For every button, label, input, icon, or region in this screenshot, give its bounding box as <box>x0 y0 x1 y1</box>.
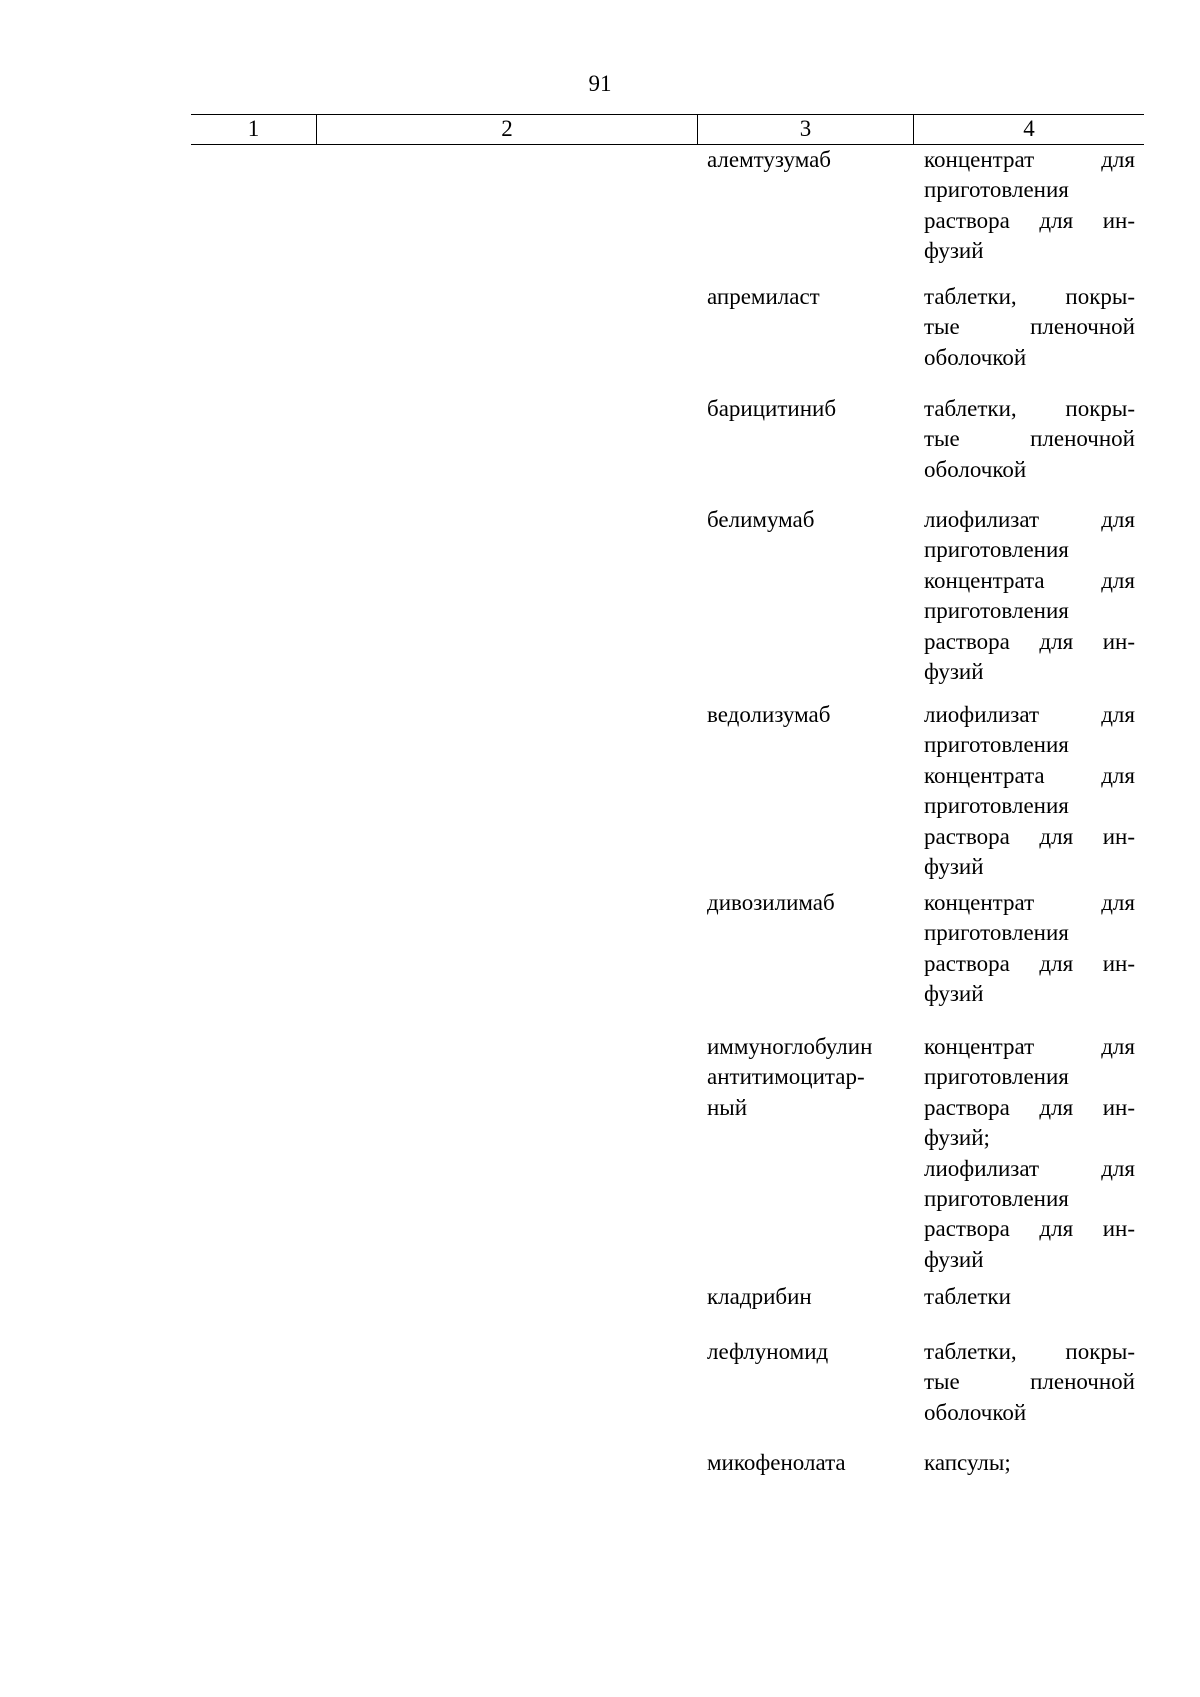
column-header-2: 2 <box>316 115 697 144</box>
dosage-form <box>924 394 1135 485</box>
drug-name-line: апремиласт <box>707 284 820 309</box>
dosage-form-word: раствора <box>924 1094 1010 1120</box>
drug-name-line: белимумаб <box>707 507 815 532</box>
dosage-form-line <box>924 424 1135 454</box>
column-header-4: 4 <box>913 115 1144 144</box>
dosage-form <box>924 145 1135 267</box>
drug-name-line: ный <box>707 1094 748 1120</box>
dosage-form-line <box>924 1184 1135 1214</box>
dosage-form-line <box>924 206 1135 236</box>
dosage-form-word: покры- <box>1065 284 1135 309</box>
dosage-form-line <box>924 1214 1135 1244</box>
dosage-form-line <box>924 1093 1135 1123</box>
dosage-form <box>924 1337 1135 1428</box>
dosage-form-word: таблетки, <box>924 396 1017 421</box>
dosage-form-line <box>924 175 1135 205</box>
dosage-form-word: приготовления <box>924 537 1069 563</box>
drug-name <box>707 1282 907 1312</box>
dosage-form-word: фузий <box>924 981 984 1007</box>
drug-name <box>707 394 907 424</box>
dosage-form-word: ин- <box>1102 207 1135 233</box>
dosage-form-line <box>924 343 1135 373</box>
dosage-form-word: приготовления <box>924 1064 1069 1090</box>
dosage-form <box>924 505 1135 687</box>
dosage-form-line <box>924 1062 1135 1092</box>
drug-name-line: алемтузумаб <box>707 147 832 172</box>
dosage-form-word: фузий <box>924 238 984 264</box>
dosage-form-word: раствора <box>924 207 1010 233</box>
dosage-form-word: для <box>1039 823 1074 849</box>
dosage-form-line <box>924 282 1135 312</box>
dosage-form-word: фузий <box>924 853 984 879</box>
dosage-form <box>924 282 1135 373</box>
dosage-form-word: раствора <box>924 628 1010 654</box>
dosage-form-word: фузий; <box>924 1125 990 1151</box>
drug-name <box>707 1032 907 1123</box>
dosage-form-word: концентрат <box>924 1034 1035 1059</box>
dosage-form-line <box>924 627 1135 657</box>
dosage-form-word: раствора <box>924 1216 1010 1242</box>
drug-name-line: микофенолата <box>707 1450 846 1475</box>
drug-name-line: барицитиниб <box>707 396 837 421</box>
dosage-form-word: тые <box>924 1369 960 1395</box>
dosage-form-word: лиофилизат <box>924 702 1040 727</box>
dosage-form-word: для <box>1101 567 1135 593</box>
dosage-form-line <box>924 1154 1135 1184</box>
dosage-form-word: тые <box>924 314 960 340</box>
dosage-form-line <box>924 145 1135 175</box>
dosage-form-word: пленочной <box>1030 1369 1135 1395</box>
dosage-form-line <box>924 852 1135 882</box>
dosage-form-word: для <box>1101 762 1135 788</box>
drug-name <box>707 1448 907 1478</box>
dosage-form-line <box>924 700 1135 730</box>
dosage-form-word: приготовления <box>924 793 1069 819</box>
drug-name-line: антитимоцитар- <box>707 1064 865 1090</box>
dosage-form-word: для <box>1039 207 1074 233</box>
dosage-form-word: для <box>1101 1034 1135 1059</box>
dosage-form-word: лиофилизат <box>924 507 1040 532</box>
dosage-form-line <box>924 761 1135 791</box>
drug-name <box>707 888 907 918</box>
dosage-form <box>924 1448 1135 1478</box>
dosage-form-word: капсулы; <box>924 1450 1011 1475</box>
dosage-form-word: приготовления <box>924 1185 1069 1211</box>
dosage-form-word: концентрата <box>924 762 1045 788</box>
dosage-form-line <box>924 236 1135 266</box>
dosage-form-word: оболочкой <box>924 1399 1027 1425</box>
dosage-form-line <box>924 730 1135 760</box>
dosage-form-line <box>924 949 1135 979</box>
dosage-form-line <box>924 822 1135 852</box>
dosage-form-word: ин- <box>1102 628 1135 654</box>
dosage-form-word: раствора <box>924 823 1010 849</box>
dosage-form-word: лиофилизат <box>924 1155 1040 1181</box>
dosage-form-line <box>924 1282 1135 1312</box>
dosage-form-line <box>924 657 1135 687</box>
dosage-form-line <box>924 888 1135 918</box>
dosage-form-line <box>924 1123 1135 1153</box>
dosage-form-word: для <box>1039 1094 1074 1120</box>
dosage-form-word: оболочкой <box>924 344 1027 370</box>
drug-name-line: ведолизумаб <box>707 702 831 727</box>
drug-name-line: дивозилимаб <box>707 890 835 915</box>
dosage-form-word: оболочкой <box>924 456 1027 482</box>
dosage-form-word: фузий <box>924 1246 984 1272</box>
dosage-form-line <box>924 1448 1135 1478</box>
drug-name <box>707 145 907 175</box>
dosage-form-word: для <box>1101 1155 1135 1181</box>
dosage-form-word: для <box>1101 147 1135 172</box>
dosage-form-word: концентрат <box>924 890 1035 915</box>
dosage-form-word: для <box>1101 890 1135 915</box>
dosage-form-word: таблетки, <box>924 284 1017 309</box>
drug-name <box>707 282 907 312</box>
dosage-form-word: покры- <box>1065 1339 1135 1364</box>
dosage-form-line <box>924 791 1135 821</box>
dosage-form-line <box>924 455 1135 485</box>
dosage-form-word: покры- <box>1065 396 1135 421</box>
dosage-form-line <box>924 1367 1135 1397</box>
dosage-form-line <box>924 535 1135 565</box>
dosage-form-line <box>924 1337 1135 1367</box>
dosage-form-word: таблетки <box>924 1284 1011 1309</box>
dosage-form-line <box>924 394 1135 424</box>
dosage-form-word: для <box>1101 702 1135 727</box>
dosage-form <box>924 1032 1135 1275</box>
column-header-3: 3 <box>697 115 913 144</box>
drug-name <box>707 505 907 535</box>
dosage-form-word: приготовления <box>924 920 1069 946</box>
dosage-form-word: фузий <box>924 658 984 684</box>
dosage-form-line <box>924 505 1135 535</box>
dosage-form-word: для <box>1039 628 1074 654</box>
drug-table <box>191 114 1144 1475</box>
dosage-form <box>924 888 1135 1010</box>
dosage-form-word: ин- <box>1102 950 1135 976</box>
dosage-form-word: пленочной <box>1030 314 1135 340</box>
dosage-form-word: ин- <box>1102 1094 1135 1120</box>
dosage-form-line <box>924 1032 1135 1062</box>
dosage-form-word: концентрат <box>924 147 1035 172</box>
dosage-form-word: таблетки, <box>924 1339 1017 1364</box>
dosage-form-line <box>924 979 1135 1009</box>
dosage-form-word: тые <box>924 426 960 452</box>
dosage-form-word: ин- <box>1102 823 1135 849</box>
dosage-form-word: пленочной <box>1030 426 1135 452</box>
drug-name-line: лефлуномид <box>707 1339 829 1364</box>
drug-name-line: кладрибин <box>707 1284 812 1309</box>
dosage-form-line <box>924 918 1135 948</box>
dosage-form <box>924 1282 1135 1312</box>
dosage-form-word: для <box>1039 950 1074 976</box>
dosage-form-line <box>924 596 1135 626</box>
dosage-form <box>924 700 1135 882</box>
dosage-form-line <box>924 1245 1135 1275</box>
dosage-form-word: концентрата <box>924 567 1045 593</box>
dosage-form-word: ин- <box>1102 1216 1135 1242</box>
page-number: 91 <box>588 71 612 96</box>
table-header-row <box>191 114 1144 145</box>
dosage-form-line <box>924 1398 1135 1428</box>
dosage-form-line <box>924 566 1135 596</box>
dosage-form-word: для <box>1039 1216 1074 1242</box>
dosage-form-word: для <box>1101 507 1135 532</box>
column-header-1: 1 <box>247 116 260 141</box>
drug-name <box>707 700 907 730</box>
dosage-form-word: раствора <box>924 950 1010 976</box>
drug-name-line: иммуноглобулин <box>707 1034 873 1059</box>
dosage-form-word: приготовления <box>924 732 1069 758</box>
dosage-form-word: приготовления <box>924 598 1069 624</box>
dosage-form-line <box>924 312 1135 342</box>
drug-name <box>707 1337 907 1367</box>
dosage-form-word: приготовления <box>924 177 1069 203</box>
